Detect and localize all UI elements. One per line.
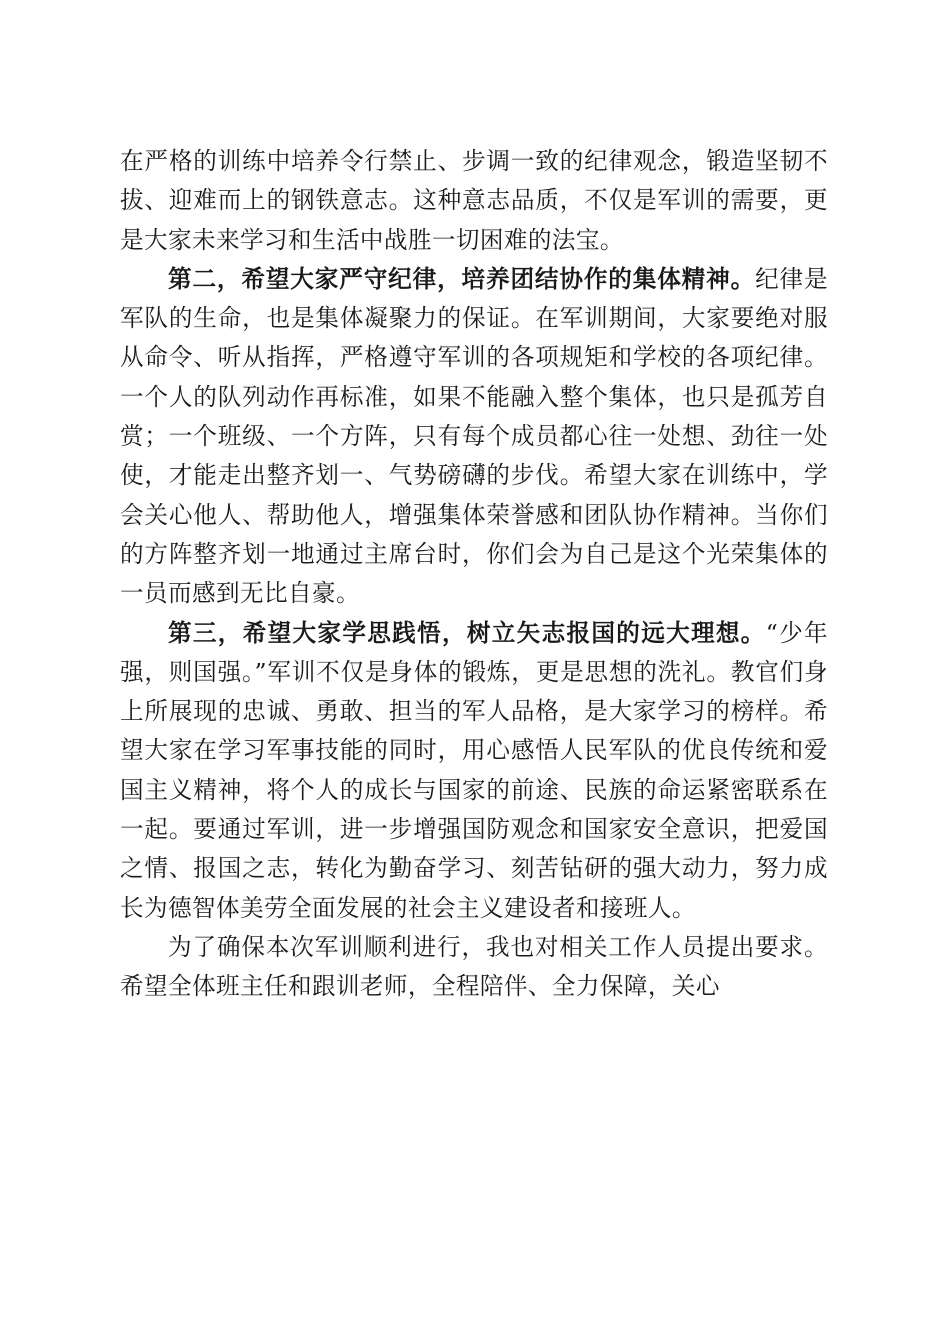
paragraph-3-lead: 第三，希望大家学思践悟，树立矢志报国的远大理想。 (168, 618, 766, 647)
paragraph-4-text: 为了确保本次军训顺利进行，我也对相关工作人员提出要求。希望全体班主任和跟训老师，全程陪伴、全力保障，关心 (120, 932, 828, 1001)
paragraph-2 (120, 260, 828, 614)
paragraph-1-text: 在严格的训练中培养令行禁止、步调一致的纪律观念，锻造坚韧不拔、迎难而上的钢铁意志。这种意志品质，不仅是军训的需要，更是大家未来学习和生活中战胜一切困难的法宝。 (120, 147, 828, 254)
paragraph-4 (120, 928, 828, 1007)
paragraph-2-lead: 第二，希望大家严守纪律，培养团结协作的集体精神。 (168, 264, 756, 293)
paragraph-3-text: “少年强，则国强。”军训不仅是身体的锻炼，更是思想的洗礼。教官们身上所展现的忠诚、勇敢、担当的军人品格，是大家学习的榜样。希望大家在学习军事技能的同时，用心感悟人民军队的优良传统和爱国主义精神，将个人的成长与国家的前途、民族的命运紧密联系在一起。要通过军训，进一步增强国防观念和国家安全意识，把爱国之情、报国之志，转化为勤奋学习、刻苦钻研的强大动力，努力成长为德智体美劳全面发展的社会主义建设者和接班人。 (120, 618, 828, 922)
paragraph-3 (120, 614, 828, 928)
document-body (120, 142, 828, 1007)
paragraph-2-text: 纪律是军队的生命，也是集体凝聚力的保证。在军训期间，大家要绝对服从命令、听从指挥，严格遵守军训的各项规矩和学校的各项纪律。一个人的队列动作再标准，如果不能融入整个集体，也只是孤芳自赏；一个班级、一个方阵，只有每个成员都心往一处想、劲往一处使，才能走出整齐划一、气势磅礴的步伐。希望大家在训练中，学会关心他人、帮助他人，增强集体荣誉感和团队协作精神。当你们的方阵整齐划一地通过主席台时，你们会为自己是这个光荣集体的一员而感到无比自豪。 (120, 264, 828, 608)
paragraph-1 (120, 142, 828, 260)
